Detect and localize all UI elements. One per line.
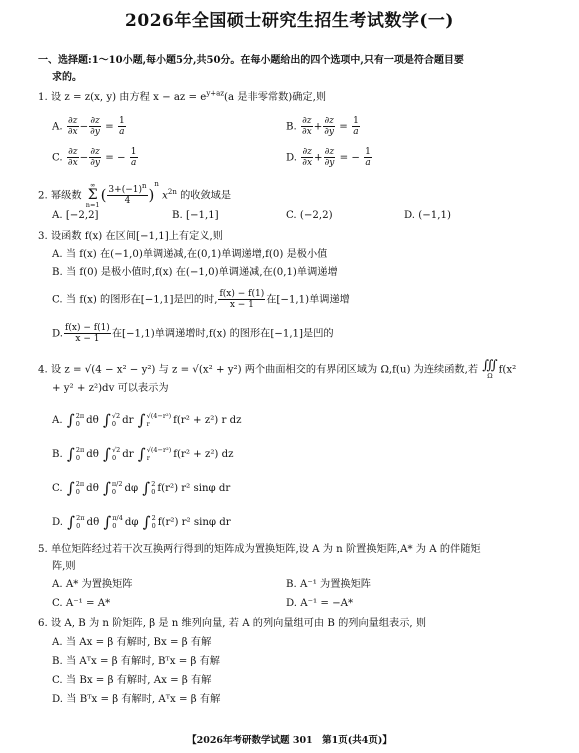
q3-option-b[interactable]: B. 当 f(0) 是极小值时,f(x) 在(−1,0)单调递减,在(0,1)单调递增 — [52, 267, 338, 278]
q5-option-d[interactable]: D. A⁻¹ = −A* — [286, 598, 354, 609]
q4-option-b[interactable]: B. ∫ 2π 0 dθ ∫ √2 0 dr ∫ √(4−r²) r f(r² + z²) dz — [52, 444, 234, 463]
q2-option-b[interactable]: B. [−1,1] — [172, 210, 219, 221]
section-instructions-line1: 一、选择题:1～10小题,每小题5分,共50分。在每小题给出的四个选项中,只有一项是符合题目要 — [38, 55, 464, 66]
section-instructions-line2: 求的。 — [52, 72, 82, 83]
q1-option-b[interactable]: B. $\frac{\partial z}{\partial x}$ + $\frac{\partial z}{\partial y}$ = $\frac{1}{a}$ — [286, 116, 359, 137]
q6-stem: 6. 设 A, B 为 n 阶矩阵, β 是 n 维列向量, 若 A 的列向量组可由 B 的列向量组表示, 则 — [38, 618, 427, 629]
q1-option-a[interactable]: A. $\frac{\partial z}{\partial x}$ − $\frac{\partial z}{\partial y}$ = $\frac{1}{a}$ — [52, 116, 125, 137]
q6-option-c[interactable]: C. 当 Bx = β 有解时, Ax = β 有解 — [52, 675, 212, 686]
q6-option-a[interactable]: A. 当 Ax = β 有解时, Bx = β 有解 — [52, 637, 212, 648]
q2-option-a[interactable]: A. [−2,2] — [52, 210, 99, 221]
q4-option-a[interactable]: A. ∫ 2π 0 dθ ∫ √2 0 dr ∫ √(4−r²) r f(r² + z²) r dz — [52, 410, 242, 429]
q5-option-b[interactable]: B. A⁻¹ 为置换矩阵 — [286, 579, 371, 590]
q5-stem-line2: 阵,则 — [52, 561, 76, 572]
q6-option-d[interactable]: D. 当 Bᵀx = β 有解时, Aᵀx = β 有解 — [52, 694, 221, 705]
q3-option-d[interactable]: D. $\frac{f(x) - f(1)}{x - 1}$ 在[−1,1)单调递增时,f(x) 的图形在[−1,1]是凹的 — [52, 323, 334, 344]
q5-option-c[interactable]: C. A⁻¹ = A* — [52, 598, 111, 609]
q1-stem: 1. 设 z = z(x, y) 由方程 x − az = $e^{y+az}(a$ 是非零常数)确定,则 — [38, 89, 327, 103]
q4-option-d[interactable]: D. ∫ 2π 0 dθ ∫ π/4 0 dφ ∫ 2 0 f(r²) r² sinφ dr — [52, 512, 231, 531]
q4-stem-line2: + y² + z²)dv 可以表示为 — [52, 383, 169, 394]
q4-option-c[interactable]: C. ∫ 2π 0 dθ ∫ π/2 0 dφ ∫ 2 0 f(r²) r² sinφ dr — [52, 478, 231, 497]
q5-stem-line1: 5. 单位矩阵经过若干次互换两行得到的矩阵成为置换矩阵,设 A 为 n 阶置换矩阵,A* 为 A 的伴随矩 — [38, 544, 481, 555]
q1-option-d[interactable]: D. $\frac{\partial z}{\partial x}$ + $\frac{\partial z}{\partial y}$ = − $\frac{1}{a}$ — [286, 147, 371, 168]
q4-stem-line1: 4. 设 z = √(4 − x² − y²) 与 z = √(x² + y²) 两个曲面相交的有界闭区域为 Ω,f(u) 为连续函数,若 ∭ Ω f(x² — [38, 358, 517, 380]
q2-option-d[interactable]: D. (−1,1) — [404, 210, 451, 221]
q6-option-b[interactable]: B. 当 Aᵀx = β 有解时, Bᵀx = β 有解 — [52, 656, 220, 667]
q2-option-c[interactable]: C. (−2,2) — [286, 210, 333, 221]
q2-stem: 2. 幂级数 ∞ Σ n=1 ( $\frac{3+(-1)^n}{4}$ )$^n$ $x^{2n}$ 的收敛域是 — [38, 180, 232, 209]
page-title: 2026年全国硕士研究生招生考试数学(一) — [125, 11, 454, 31]
q3-option-a[interactable]: A. 当 f(x) 在(−1,0)单调递减,在(0,1)单调递增,f(0) 是极小值 — [52, 249, 328, 260]
q5-option-a[interactable]: A. A* 为置换矩阵 — [52, 579, 133, 590]
q3-option-c[interactable]: C. 当 f(x) 的图形在[−1,1]是凹的时, $\frac{f(x) - f(1)}{x - 1}$ 在[−1,1)单调递增 — [52, 289, 350, 310]
page-footer: 【2026年考研数学试题 301 第1页(共4页)】 — [187, 735, 392, 746]
q3-stem: 3. 设函数 f(x) 在区间[−1,1]上有定义,则 — [38, 231, 223, 242]
q1-option-c[interactable]: C. $\frac{\partial z}{\partial x}$ − $\frac{\partial z}{\partial y}$ = − $\frac{1}{a}$ — [52, 147, 137, 168]
